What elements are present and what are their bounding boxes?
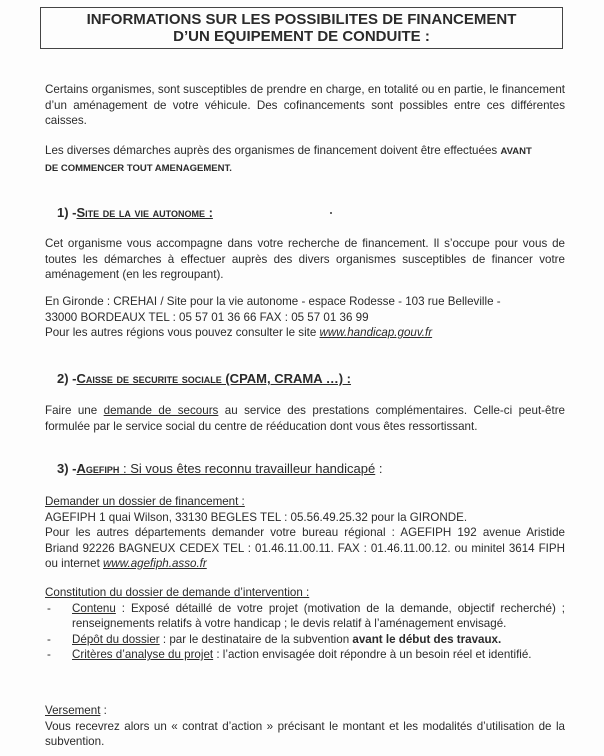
intro-paragraph-2: Les diverses démarches auprès des organismes de financement doivent être effectuées AVANT DE COMMENCER TOUT AMENAGEMENT. xyxy=(45,144,532,174)
title-line-1: INFORMATIONS SUR LES POSSIBILITES DE FINANCEMENT xyxy=(86,11,517,28)
section-3-agefiph: Agefiph xyxy=(76,461,120,476)
section-1-heading: 1) -Site de la vie autonome : xyxy=(57,205,213,220)
criterion-contenu: - Contenu : Exposé détaillé de votre projet (motivation de la demande, objectif recherché) ; renseignements relatifs à votre handicap ; le devis relatif à l’aménagement envisagé. xyxy=(47,601,565,630)
intro-caps-avant: AVANT xyxy=(500,146,532,157)
constitution-heading: Constitution du dossier de demande d’intervention : xyxy=(45,586,310,599)
section-1-address xyxy=(45,294,575,341)
section-2-heading: 2) -Caisse de securite sociale (CPAM, CRAMA …) : xyxy=(57,371,352,386)
versement-text: Vous recevrez alors un « contrat d’action » précisant le montant et les modalités d’utilisation de la subvention. xyxy=(45,719,565,748)
scan-speck xyxy=(330,212,332,214)
section-2-title: Caisse de securite sociale (CPAM, CRAMA …) : xyxy=(76,371,352,386)
demande-secours-text: demande de secours xyxy=(103,404,219,417)
versement-heading: Versement xyxy=(45,704,101,717)
versement-block: Versement : Vous recevrez alors un « contrat d’action » précisant le montant et les modalités d’utilisation de la subvention. xyxy=(45,704,565,748)
analyse-label: Critères d’analyse du projet xyxy=(72,648,214,661)
section-2-paragraph: Faire une demande de secours au service des prestations complémentaires. Celle-ci peut-être formulée par le service social du centre de rééducation dont vous êtes ressortissant. xyxy=(45,404,565,433)
bullet-dash: - xyxy=(47,632,51,646)
dossier-line-2: Pour les autres départements demander votre bureau régional : AGEFIPH 192 avenue Aristide Briand 92226 BAGNEUX CEDEX TEL : 01.46.11.00.11. FAX : 01.46.11.00.12. ou minitel 3614 FIPH ou internet www.agefiph.asso.fr xyxy=(45,526,565,570)
constitution-block xyxy=(45,585,565,663)
address-line-1: En Gironde : CREHAI / Site pour la vie autonome - espace Rodesse - 103 rue Belleville - xyxy=(45,295,501,308)
address-line-2: 33000 BORDEAUX TEL : 05 57 01 36 66 FAX : 05 57 01 36 99 xyxy=(45,310,369,324)
section-1-paragraph: Cet organisme vous accompagne dans votre recherche de financement. Il s’occupe pour vous de toutes les démarches à effectuer auprès des divers organismes susceptibles de financer votre aménagement (en les regroupant). xyxy=(45,237,565,281)
section-3-heading: 3) -Agefiph : Si vous êtes reconnu travailleur handicapé : xyxy=(57,461,383,476)
dossier-block xyxy=(45,494,565,572)
agefiph-link[interactable]: www.agefiph.asso.fr xyxy=(103,557,207,570)
contenu-label: Contenu xyxy=(72,601,116,615)
address-line-3: Pour les autres régions vous pouvez consulter le site www.handicap.gouv.fr xyxy=(45,326,433,339)
depot-label: Dépôt du dossier xyxy=(72,632,160,646)
criterion-depot: - Dépôt du dossier : par le destinataire de la subvention avant le début des travaux. xyxy=(47,632,502,646)
intro-caps-commencer: DE COMMENCER TOUT AMENAGEMENT. xyxy=(45,162,232,174)
criterion-analyse: - Critères d’analyse du projet : l’action envisagée doit répondre à un besoin réel et identifié. xyxy=(47,648,532,661)
handicap-link[interactable]: www.handicap.gouv.fr xyxy=(319,326,433,339)
bullet-dash: - xyxy=(47,601,51,615)
bullet-dash: - xyxy=(47,648,51,661)
title-line-2: D’UN EQUIPEMENT DE CONDUITE : xyxy=(173,28,430,45)
dossier-heading: Demander un dossier de financement : xyxy=(45,495,245,508)
dossier-line-1: AGEFIPH 1 quai Wilson, 33130 BEGLES TEL : 05.56.49.25.32 pour la GIRONDE. xyxy=(45,510,468,524)
section-1-title: Site de la vie autonome : xyxy=(76,205,213,220)
section-3-title: : Si vous êtes reconnu travailleur handicapé xyxy=(119,461,376,476)
depot-bold: avant le début des travaux. xyxy=(352,632,502,646)
title-box xyxy=(40,7,563,49)
intro-paragraph-1: Certains organismes, sont susceptibles de prendre en charge, en totalité ou en partie, le financement d’un aménagement de votre véhicule. Des cofinancements sont possibles entre ces différentes caisses. xyxy=(45,83,565,127)
